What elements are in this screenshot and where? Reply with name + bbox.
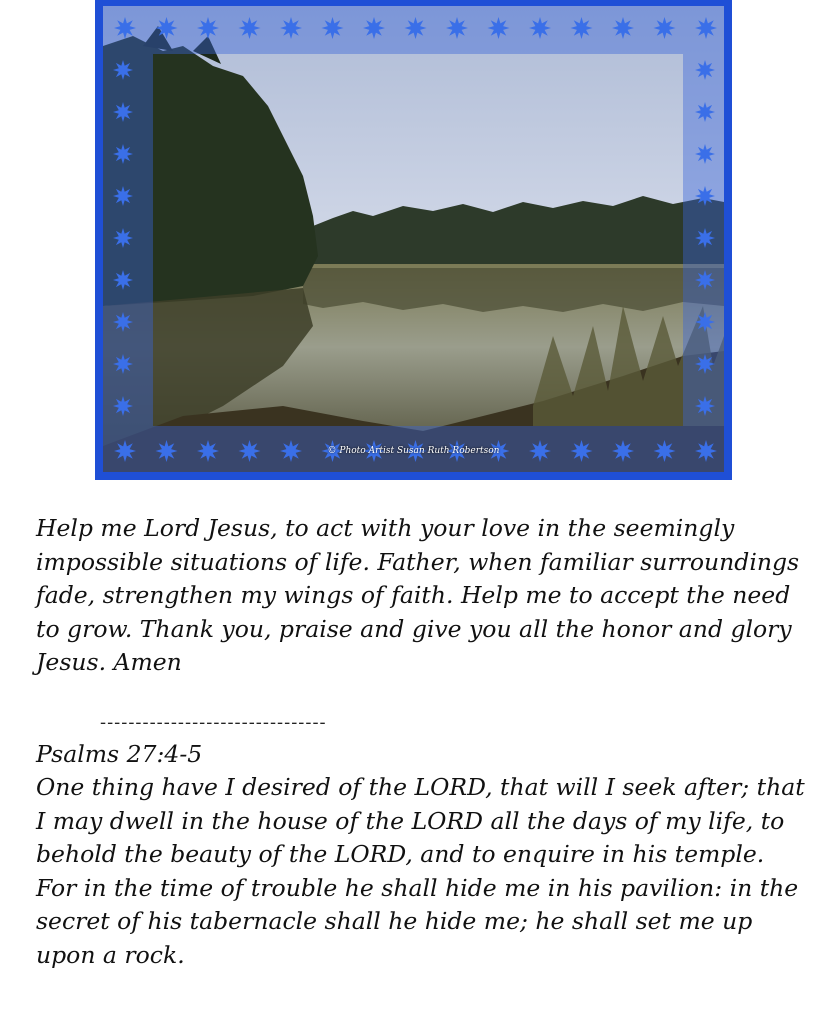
star-icon [113, 396, 133, 416]
star-icon [239, 17, 261, 39]
star-icon [654, 17, 676, 39]
star-icon [113, 228, 133, 248]
star-icon [529, 17, 551, 39]
star-icon [446, 17, 468, 39]
star-icon [571, 17, 593, 39]
star-icon [113, 270, 133, 290]
star-icon [405, 17, 427, 39]
star-icon [695, 228, 715, 248]
lake-scene [103, 6, 724, 472]
prayer-text: Help me Lord Jesus, to act with your love in the seemingly impossible situations of life. Father, when familiar surroundings fade, strengthen my wings of faith. Help me to accept the need to grow. Thank you, praise and give you all the honor and glory Jesus. Amen [36, 514, 800, 676]
section-divider: -------------------------------- [100, 712, 327, 733]
lake-photo [103, 6, 724, 472]
star-icon [363, 17, 385, 39]
scripture-reference: Psalms 27:4-5 [36, 740, 203, 768]
photo-credit: © Photo Artist Susan Ruth Robertson [327, 446, 500, 456]
star-icon [695, 354, 715, 374]
scripture-text: One thing have I desired of the LORD, that will I seek after; that I may dwell in the house of the LORD all the days of my life, to behold the beauty of the LORD, and to enquire in his temple. For in the time of trouble he shall hide me in his pavilion: in the secret of his tabernacle shall he hide me; he shall set me up upon a rock. [36, 773, 805, 969]
star-icon [114, 17, 136, 39]
star-icon [695, 60, 715, 80]
star-icon [113, 102, 133, 122]
star-icon [695, 312, 715, 332]
star-icon [113, 312, 133, 332]
star-icon [695, 396, 715, 416]
star-icon [695, 102, 715, 122]
photo-frame [95, 0, 732, 480]
star-icon [280, 17, 302, 39]
star-icon [322, 17, 344, 39]
star-icon [695, 270, 715, 290]
star-icon [113, 144, 133, 164]
star-icon [695, 17, 717, 39]
star-icon [612, 17, 634, 39]
star-icon [156, 17, 178, 39]
star-icon [488, 17, 510, 39]
star-icon [695, 186, 715, 206]
star-icon [695, 144, 715, 164]
star-icon [113, 186, 133, 206]
star-icon [197, 17, 219, 39]
star-icon [113, 354, 133, 374]
star-icon [113, 60, 133, 80]
